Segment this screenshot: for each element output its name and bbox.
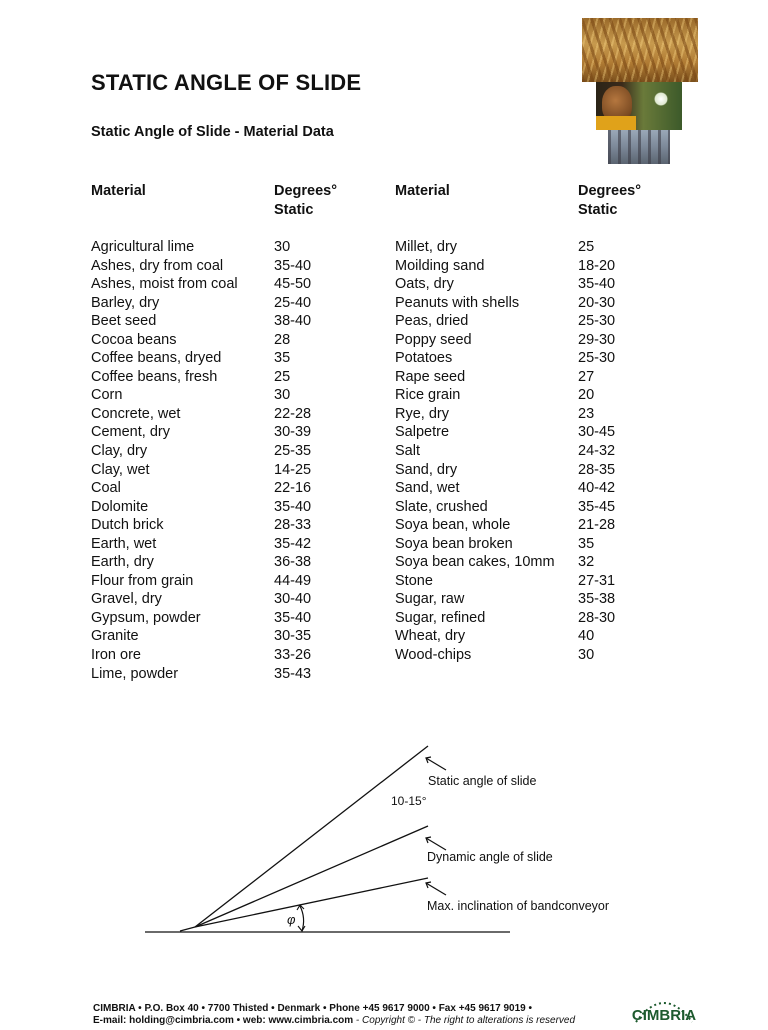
material-cell: Corn (91, 387, 123, 404)
degrees-cell: 40-42 (578, 480, 616, 497)
material-cell: Moilding sand (395, 257, 485, 274)
footer-copyright: - Copyright © - The right to alterations is reserved (353, 1015, 576, 1026)
material-cell: Cocoa beans (91, 331, 177, 348)
degrees-cell: 35-45 (578, 498, 616, 515)
material-cell: Peas, dried (395, 313, 469, 330)
page-title: STATIC ANGLE OF SLIDE (91, 70, 362, 95)
degrees-cell: 45-50 (274, 276, 312, 293)
degrees-cell: 44-49 (274, 572, 312, 589)
cimbria-logo (630, 990, 698, 1030)
right-material-header: Material (395, 183, 450, 199)
phi-arc-arrow-bottom (298, 926, 305, 931)
static-angle-label: Static angle of slide (428, 774, 537, 788)
degrees-cell: 14-25 (274, 461, 312, 478)
base-stub-line (180, 927, 195, 931)
degrees-cell: 20-30 (578, 294, 616, 311)
degrees-cell: 25 (578, 239, 595, 255)
degrees-cell: 30 (578, 647, 595, 664)
material-cell: Rye, dry (395, 405, 449, 422)
material-cell: Coffee beans, fresh (91, 368, 218, 385)
degrees-cell: 30 (274, 387, 291, 404)
degrees-cell: 35-40 (274, 609, 312, 626)
material-cell: Oats, dry (395, 276, 454, 293)
degrees-cell: 25-35 (274, 443, 312, 460)
material-cell: Earth, wet (91, 535, 157, 552)
logo-wordmark: CIMBRIA (631, 1007, 697, 1024)
degrees-cell: 35 (578, 535, 595, 552)
material-cell: Gypsum, powder (91, 609, 201, 626)
material-cell: Soya bean broken (395, 535, 513, 552)
degrees-cell: 36-38 (274, 554, 312, 571)
degrees-cell: 30-39 (274, 424, 312, 441)
degrees-cell: 23 (578, 405, 595, 422)
material-cell: Barley, dry (91, 294, 160, 311)
material-cell: Soya bean cakes, 10mm (395, 554, 555, 571)
material-cell: Slate, crushed (395, 498, 488, 515)
degrees-header-line1: Degrees° (274, 183, 338, 199)
material-cell: Ashes, moist from coal (91, 276, 238, 293)
degrees-cell: 35-42 (274, 535, 312, 552)
material-cell: Stone (395, 572, 433, 589)
degrees-cell: 35-40 (578, 276, 616, 293)
material-cell: Rape seed (395, 368, 466, 385)
material-cell: Clay, wet (91, 461, 150, 478)
material-cell: Flour from grain (91, 572, 194, 589)
degrees-cell: 24-32 (578, 443, 616, 460)
degrees-cell: 35-43 (274, 665, 312, 682)
degrees-cell: 21-28 (578, 517, 616, 534)
material-cell: Lime, powder (91, 665, 179, 682)
degrees-cell: 22-16 (274, 480, 312, 497)
angle-range-label: 10-15° (391, 794, 427, 808)
material-cell: Granite (91, 628, 139, 645)
degrees-header-line1: Degrees° (578, 183, 642, 199)
degrees-cell: 27 (578, 368, 595, 385)
material-cell: Sand, dry (395, 461, 458, 478)
material-cell: Ashes, dry from coal (91, 257, 224, 274)
material-cell: Cement, dry (91, 424, 170, 441)
material-cell: Coffee beans, dryed (91, 350, 222, 367)
degrees-cell: 30 (274, 239, 291, 255)
material-cell: Rice grain (395, 387, 461, 404)
dynamic-angle-line (195, 826, 428, 927)
material-cell: Earth, dry (91, 554, 154, 571)
material-cell: Salpetre (395, 424, 450, 441)
material-cell: Peanuts with shells (395, 294, 520, 311)
degrees-cell: 28-33 (274, 517, 312, 534)
footer-line2 (93, 1015, 613, 1027)
phi-angle-arc (300, 906, 304, 931)
material-cell: Beet seed (91, 313, 157, 330)
degrees-cell: 35 (274, 350, 291, 367)
material-cell: Soya bean, whole (395, 517, 511, 534)
degrees-header-line2: Static (274, 202, 314, 218)
material-cell: Millet, dry (395, 239, 458, 255)
footer-contact (93, 1003, 613, 1027)
material-cell: Concrete, wet (91, 405, 181, 422)
material-cell: Iron ore (91, 647, 141, 664)
degrees-cell: 25-30 (578, 313, 616, 330)
material-cell: Clay, dry (91, 443, 148, 460)
phi-symbol: φ (287, 912, 296, 927)
conveyor-pointer-arrow (426, 883, 446, 895)
material-cell: Sugar, raw (395, 591, 465, 608)
footer-line1: CIMBRIA • P.O. Box 40 • 7700 Thisted • Denmark • Phone +45 9617 9000 • Fax +45 9617 9019 • (93, 1003, 533, 1014)
dynamic-angle-label: Dynamic angle of slide (427, 850, 553, 864)
material-cell: Sugar, refined (395, 609, 486, 626)
conveyor-inclination-label: Max. inclination of bandconveyor (427, 899, 610, 913)
page-subtitle: Static Angle of Slide - Material Data (91, 124, 334, 140)
degrees-cell: 28-30 (578, 609, 616, 626)
material-cell: Sand, wet (395, 480, 460, 497)
material-cell: Dutch brick (91, 517, 164, 534)
degrees-cell: 38-40 (274, 313, 312, 330)
degrees-cell: 33-26 (274, 647, 312, 664)
left-material-header: Material (91, 183, 146, 199)
degrees-cell: 32 (578, 554, 595, 571)
static-pointer-arrow (426, 758, 446, 770)
degrees-cell: 28-35 (578, 461, 616, 478)
degrees-cell: 35-40 (274, 257, 312, 274)
conveyor-inclination-line (195, 878, 428, 927)
material-cell: Wheat, dry (395, 628, 466, 645)
material-cell: Salt (395, 443, 420, 460)
material-cell: Dolomite (91, 498, 149, 515)
degrees-cell: 30-35 (274, 628, 312, 645)
footer-contact-links: E-mail: holding@cimbria.com • web: www.cimbria.com (93, 1015, 354, 1026)
degrees-cell: 25-30 (578, 350, 616, 367)
static-angle-line (195, 746, 428, 927)
degrees-cell: 18-20 (578, 257, 616, 274)
degrees-cell: 27-31 (578, 572, 616, 589)
degrees-cell: 20 (578, 387, 595, 404)
degrees-cell: 25 (274, 368, 291, 385)
degrees-cell: 25-40 (274, 294, 312, 311)
material-cell: Gravel, dry (91, 591, 162, 608)
degrees-cell: 35-40 (274, 498, 312, 515)
degrees-cell: 40 (578, 628, 595, 645)
degrees-cell: 35-38 (578, 591, 616, 608)
degrees-cell: 22-28 (274, 405, 312, 422)
material-cell: Poppy seed (395, 331, 472, 348)
degrees-header-line2: Static (578, 202, 618, 218)
degrees-cell: 30-45 (578, 424, 616, 441)
material-cell: Coal (91, 480, 121, 497)
material-cell: Wood-chips (395, 647, 472, 664)
dynamic-pointer-arrow (426, 838, 446, 850)
material-cell: Agricultural lime (91, 239, 195, 255)
degrees-cell: 30-40 (274, 591, 312, 608)
degrees-cell: 29-30 (578, 331, 616, 348)
material-cell: Potatoes (395, 350, 453, 367)
degrees-cell: 28 (274, 331, 291, 348)
